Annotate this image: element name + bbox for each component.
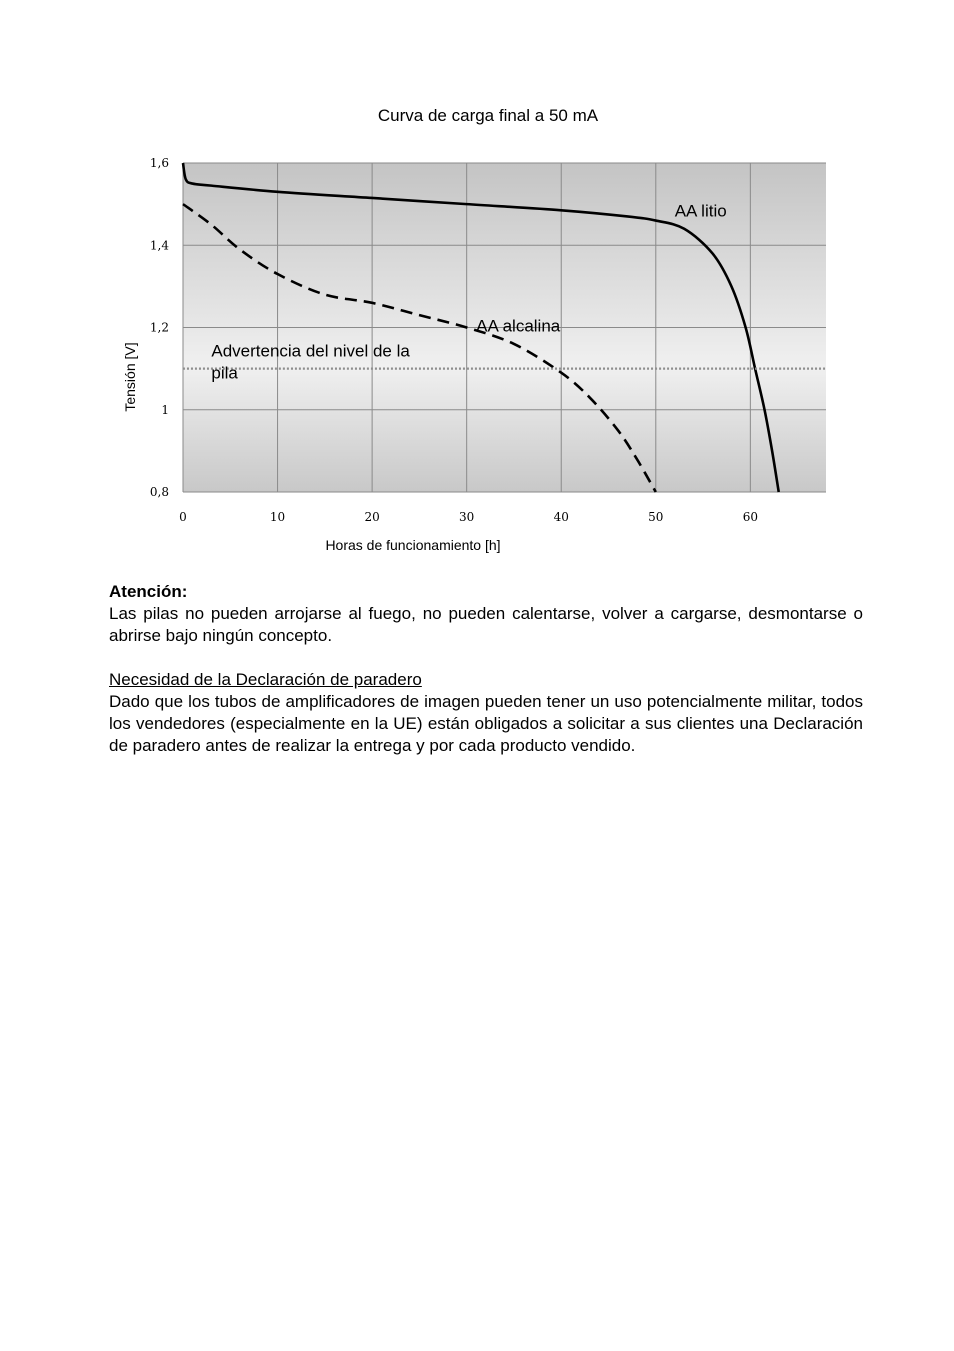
chart-title: Curva de carga final a 50 mA: [377, 106, 599, 125]
discharge-chart: [0, 90, 954, 570]
series-annotation: AA alcalina: [476, 316, 561, 336]
y-tick-label: 1,2: [149, 320, 169, 335]
x-axis-label: Horas de funcionamiento [h]: [325, 537, 501, 553]
y-axis-label: Tensión [V]: [122, 342, 138, 412]
attention-text: Las pilas no pueden arrojarse al fuego, no pueden calentarse, volver a cargarse, desmontarse o abrirse bajo ningún concepto.: [109, 604, 863, 645]
x-tick-label: 50: [648, 510, 664, 524]
document-body: [109, 581, 863, 757]
x-tick-label: 30: [459, 510, 475, 524]
x-tick-label: 40: [553, 510, 569, 524]
x-tick-label: 0: [179, 510, 187, 524]
y-tick-label: 0,8: [149, 485, 169, 499]
y-tick-label: 1,4: [149, 238, 169, 253]
x-tick-label: 60: [742, 510, 758, 524]
attention-heading: Atención:: [109, 582, 188, 601]
y-tick-label: 1,6: [149, 156, 169, 170]
series-annotation: pila: [211, 363, 238, 383]
x-tick-label: 10: [269, 510, 286, 524]
series-annotation: Advertencia del nivel de la: [211, 341, 410, 361]
declaration-heading: Necesidad de la Declaración de paradero: [109, 670, 422, 689]
x-tick-label: 20: [364, 510, 380, 524]
series-annotation: AA litio: [674, 201, 727, 221]
y-tick-label: 1: [161, 402, 169, 417]
declaration-text: Dado que los tubos de amplificadores de imagen pueden tener un uso potencialmente militar, todos los vendedores (especialmente en la UE) están obligados a solicitar a sus clientes una Declaración de paradero antes de realizar la entrega y por cada producto vendido.: [109, 692, 863, 755]
